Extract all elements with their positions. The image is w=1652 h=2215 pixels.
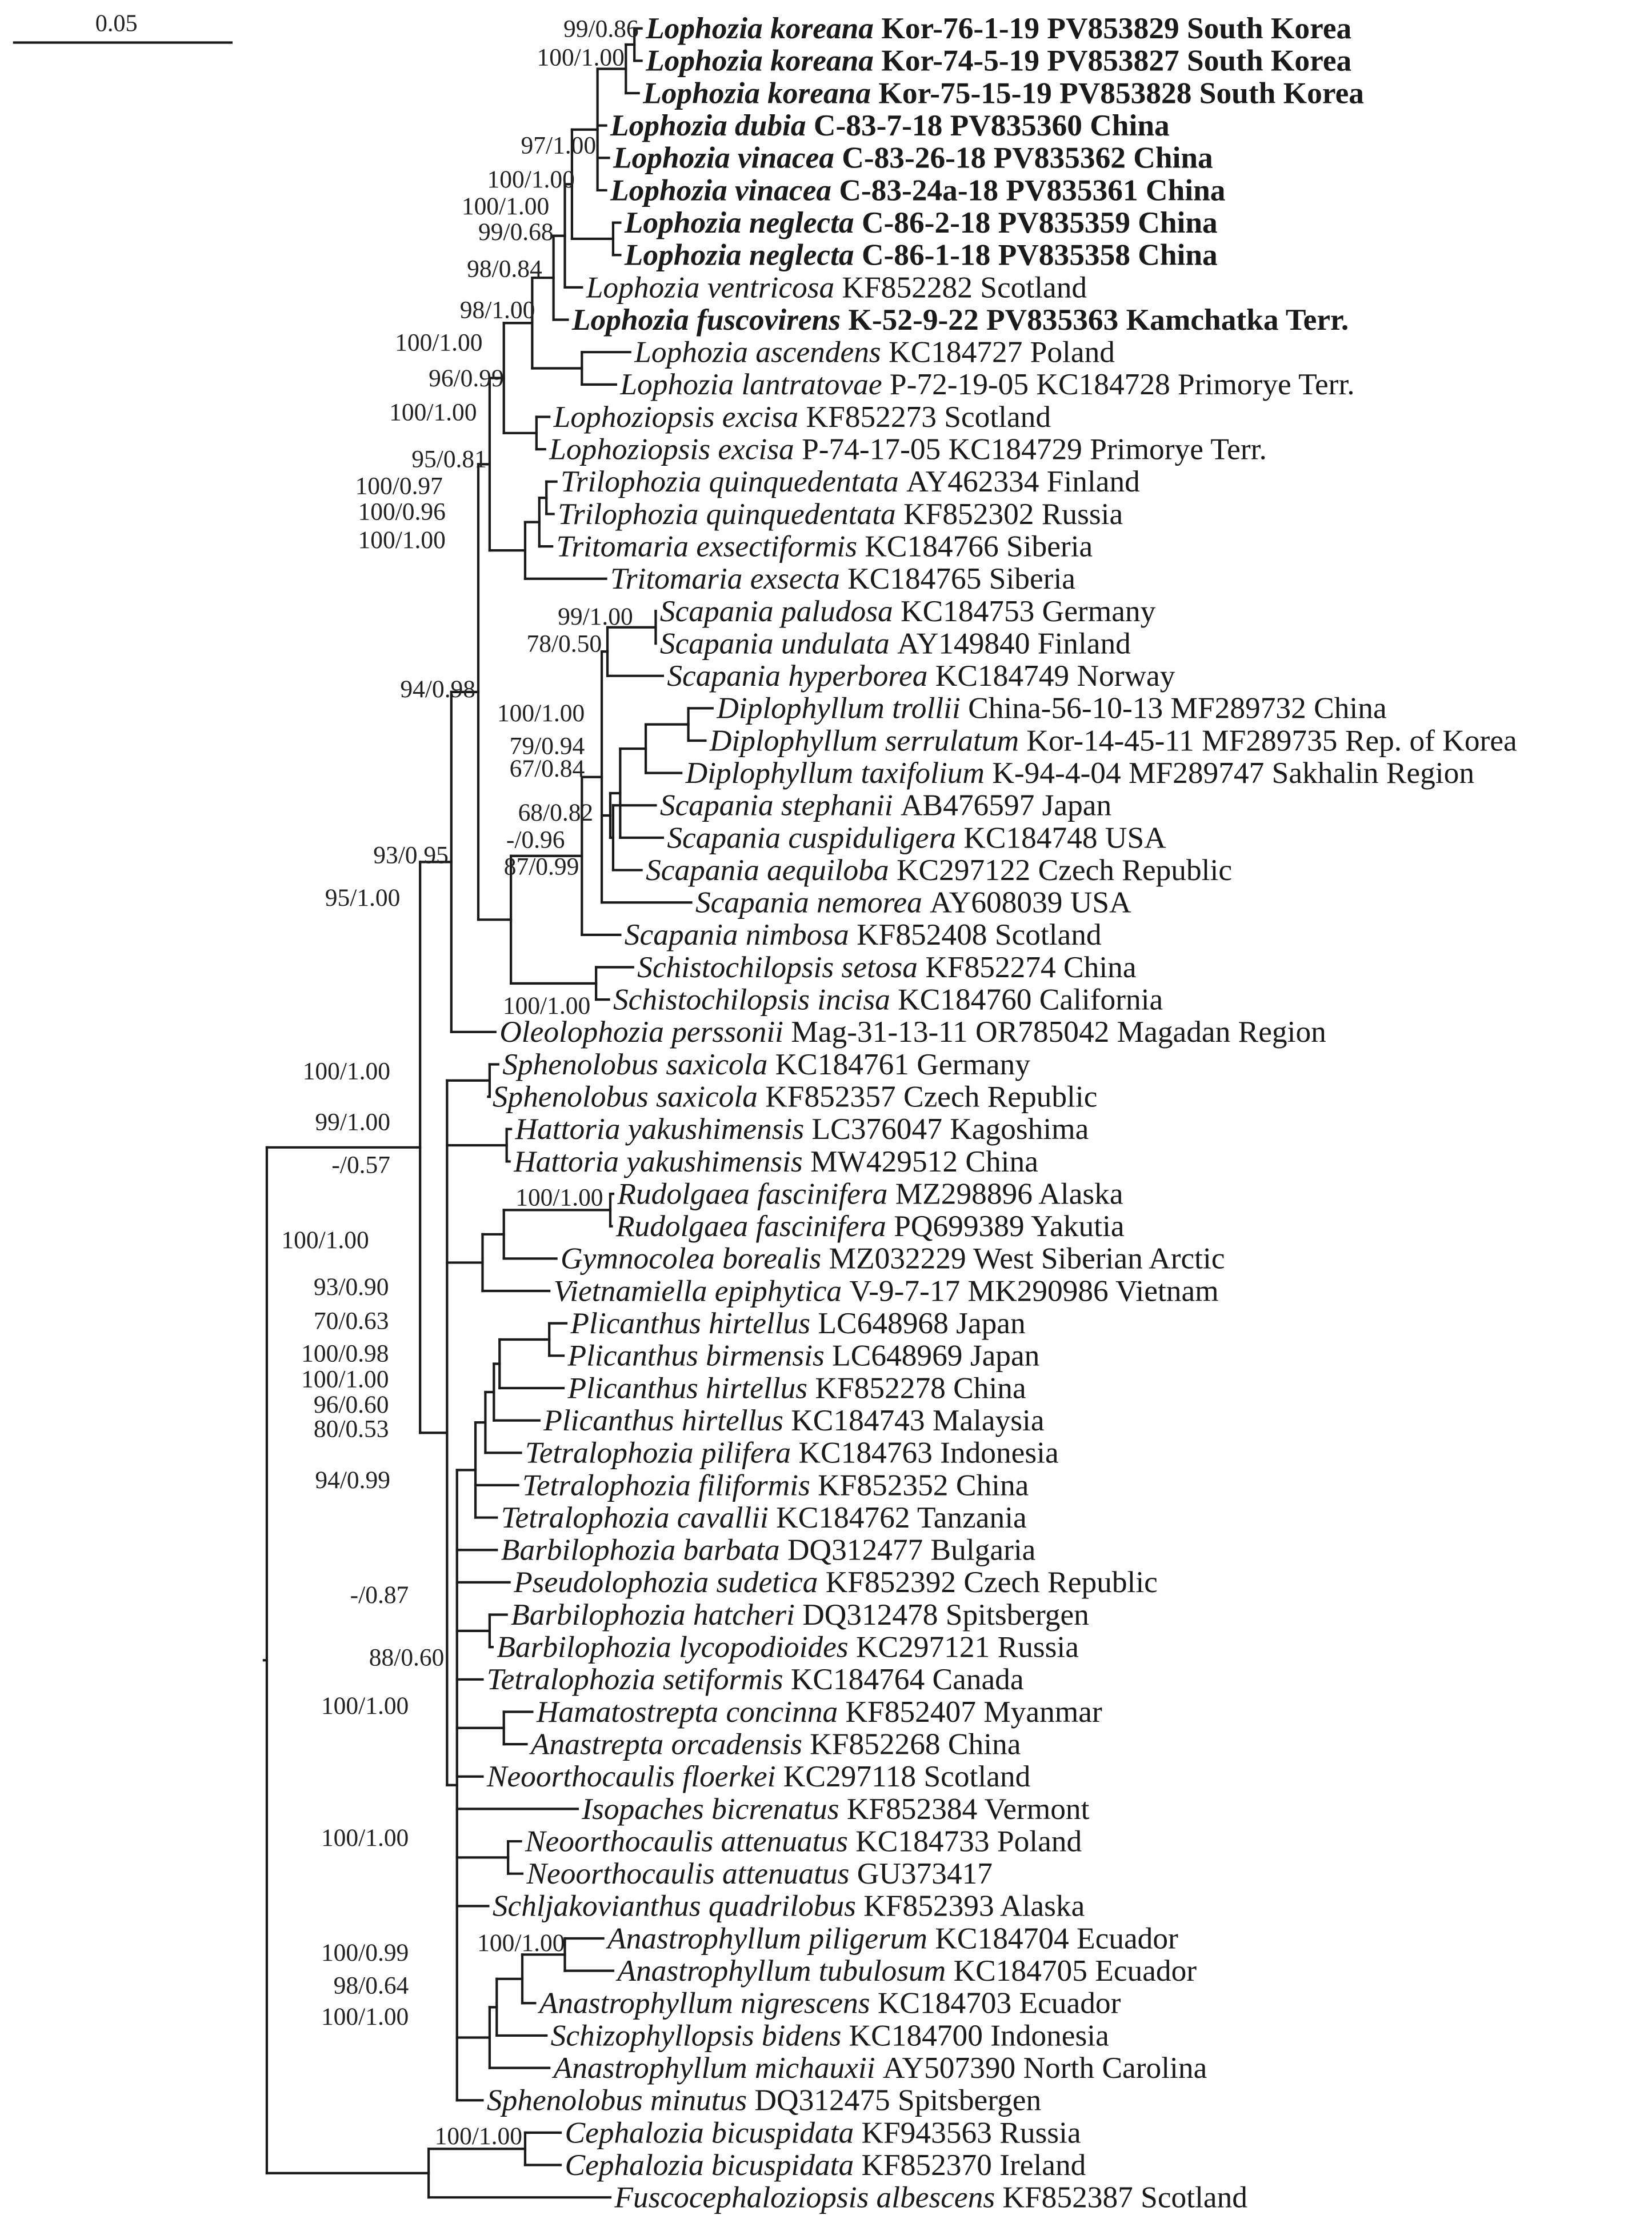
voucher-accession-locality: C-86-1-18 PV835358 China [861,237,1218,272]
species-name: Trilophozia quinquedentata [558,496,896,531]
species-name: Sphenolobus saxicola [492,1079,758,1114]
support-value: 97/1.00 [521,131,597,159]
voucher-accession-locality: K-52-9-22 PV835363 Kamchatka Terr. [848,302,1349,337]
taxon-label [645,43,1351,78]
species-name: Schistochilopsis incisa [613,982,890,1017]
species-name: Lophozia koreana [643,75,871,110]
voucher-accession-locality: Kor-74-5-19 PV853827 South Korea [881,43,1352,78]
taxon-label [645,11,1351,45]
voucher-accession-locality: K-94-4-04 MF289747 Sakhalin Region [992,755,1475,790]
voucher-accession-locality: KF852352 China [818,1468,1029,1502]
species-name: Gymnocolea borealis [561,1241,822,1276]
voucher-accession-locality: KC184700 Indonesia [849,2018,1109,2053]
taxon-label [561,464,1140,498]
taxon-label [716,691,1386,725]
species-name: Lophozia lantratovae [620,367,882,402]
support-value: 100/1.00 [321,2003,409,2031]
support-value: 100/1.00 [321,1824,409,1852]
voucher-accession-locality: KC184753 Germany [901,593,1156,628]
voucher-accession-locality: DQ312478 Spitsbergen [802,1597,1089,1632]
taxon-label [667,820,1166,854]
taxon-label [695,885,1131,919]
voucher-accession-locality: C-83-24a-18 PV835361 China [839,173,1226,207]
species-name: Anastrophyllum michauxii [553,2050,875,2085]
taxon-label [501,1500,1027,1534]
species-name: Scapania cuspiduligera [667,820,956,855]
voucher-accession-locality: LC648969 Japan [832,1338,1040,1373]
voucher-accession-locality: KC297121 Russia [855,1629,1079,1664]
species-name: Schizophyllopsis bidens [550,2018,842,2053]
taxon-label [513,1144,1038,1178]
voucher-accession-locality: KC184762 Tanzania [776,1500,1027,1534]
voucher-accession-locality: DQ312475 Spitsbergen [754,2082,1042,2117]
species-name: Hattoria yakushimensis [514,1144,803,1178]
support-value: 100/1.00 [497,699,585,727]
support-value: 100/0.97 [355,472,443,500]
voucher-accession-locality: KF852407 Myanmar [845,1694,1102,1729]
species-name: Plicanthus hirtellus [570,1306,811,1341]
taxon-label [499,1014,1326,1049]
support-value: 87/0.99 [503,853,579,881]
species-name: Tetralophozia cavallii [501,1500,769,1534]
species-name: Lophozia dubia [610,108,806,143]
taxon-label [624,205,1218,239]
species-name: Fuscocephaloziopsis albescens [614,2180,995,2214]
taxon-label [625,917,1102,951]
scale-bar-label: 0.05 [95,10,138,37]
species-name: Hamatostrepta concinna [536,1694,838,1729]
species-name: Schljakovianthus quadrilobus [492,1888,856,1923]
taxon-label [570,1306,1025,1340]
support-value: 99/1.00 [558,603,633,631]
voucher-accession-locality: KF852370 Ireland [861,2147,1086,2182]
species-name: Tetralophozia pilifera [525,1435,791,1470]
taxon-label [561,1241,1225,1276]
species-name: Diplophyllum taxifolium [685,755,985,790]
taxon-label [581,1792,1089,1826]
taxon-label [567,1370,1026,1405]
support-value: 98/1.00 [459,296,535,324]
support-value: 95/0.81 [411,445,487,473]
taxon-label [493,1889,1085,1923]
species-name: Neoorthocaulis attenuatus [526,1856,850,1891]
species-name: Anastrophyllum nigrescens [539,1985,870,2020]
species-name: Hattoria yakushimensis [515,1112,805,1146]
species-name: Neoorthocaulis floerkei [486,1759,776,1794]
taxon-label [624,238,1218,272]
taxon-label [646,853,1232,887]
voucher-accession-locality: Mag-31-13-11 OR785042 Magadan Region [791,1014,1326,1049]
support-value: 68/0.82 [518,799,594,827]
taxon-label [637,950,1136,984]
taxon-label [526,1856,993,1890]
taxon-label [557,529,1093,563]
species-name: Lophozia neglecta [624,237,854,272]
support-value: 94/0.98 [400,675,476,703]
taxon-label [549,432,1267,466]
taxon-label [552,2050,1207,2085]
support-value: -/0.57 [331,1151,391,1179]
voucher-accession-locality: MZ032229 West Siberian Arctic [829,1241,1225,1276]
taxon-label [543,1403,1044,1437]
taxon-labels [486,11,1517,2214]
support-value: -/0.96 [506,826,565,854]
taxon-label [617,1176,1123,1210]
species-name: Plicanthus birmensis [567,1338,825,1373]
voucher-accession-locality: KF852278 China [815,1370,1026,1405]
taxon-label [497,1630,1079,1664]
voucher-accession-locality: KC297122 Czech Republic [896,852,1233,887]
voucher-accession-locality: KC184748 USA [963,820,1166,855]
taxon-label [551,2018,1109,2052]
voucher-accession-locality: KC184764 Canada [790,1662,1024,1697]
species-name: Lophozia koreana [646,43,874,78]
voucher-accession-locality: KF852357 Czech Republic [765,1079,1098,1114]
species-name: Scapania aequiloba [646,852,889,887]
voucher-accession-locality: KF852384 Vermont [846,1791,1090,1826]
species-name: Scapania hyperborea [667,658,928,693]
voucher-accession-locality: KF852273 Scotland [806,399,1051,434]
voucher-accession-locality: GU373417 [857,1856,993,1891]
support-value: 100/1.00 [502,992,591,1020]
support-value: 95/1.00 [325,884,401,912]
support-value: 67/0.84 [509,755,585,783]
support-value: 100/1.00 [358,526,446,554]
species-name: Scapania paludosa [659,593,893,628]
species-name: Tetralophozia filiformis [522,1468,810,1502]
support-value: 96/0.99 [429,364,504,392]
species-name: Oleolophozia perssonii [499,1014,784,1049]
taxon-label [685,755,1474,790]
voucher-accession-locality: P-74-17-05 KC184729 Primorye Terr. [802,431,1267,466]
taxon-label [709,723,1517,757]
species-name: Tritomaria exsecta [610,561,840,596]
taxon-label [571,302,1349,337]
taxon-label [529,1726,1021,1761]
support-value: 100/1.00 [321,1692,409,1720]
taxon-label [525,1824,1082,1858]
species-name: Scapania nimbosa [624,917,849,952]
voucher-accession-locality: Kor-76-1-19 PV853829 South Korea [881,11,1352,46]
taxon-label [615,1209,1125,1243]
taxon-label [613,141,1213,175]
voucher-accession-locality: AY507390 North Carolina [882,2050,1207,2085]
species-name: Lophozia ascendens [634,334,881,369]
voucher-accession-locality: KC184733 Poland [855,1824,1082,1858]
taxon-label [493,1079,1098,1114]
species-name: Lophozia neglecta [624,205,854,239]
taxon-label [606,1921,1178,1955]
voucher-accession-locality: DQ312477 Bulgaria [787,1532,1036,1567]
taxon-label [501,1533,1036,1567]
support-value: 78/0.50 [526,630,602,658]
voucher-accession-locality: China-56-10-13 MF289732 China [968,690,1387,725]
species-name: Pseudolophozia sudetica [514,1565,818,1600]
voucher-accession-locality: KF852393 Alaska [863,1888,1085,1923]
taxon-label [511,1597,1089,1632]
taxon-label [565,2148,1086,2182]
voucher-accession-locality: PQ699389 Yakutia [894,1209,1125,1244]
species-name: Scapania undulata [659,626,890,661]
voucher-accession-locality: KF943563 Russia [861,2115,1081,2150]
taxon-label [615,1953,1197,1988]
support-value: 96/0.60 [313,1391,389,1419]
scale-bar [14,10,231,43]
species-name: Lophozia koreana [646,11,874,46]
species-name: Tetralophozia setiformis [486,1662,783,1697]
support-value: 100/0.99 [321,1939,409,1967]
species-name: Anastrepta orcadensis [530,1726,802,1761]
taxon-label [660,626,1131,660]
species-name: Lophozia fuscovirens [571,302,841,337]
taxon-label [525,1436,1059,1470]
voucher-accession-locality: MZ298896 Alaska [895,1176,1123,1211]
support-value: 99/1.00 [315,1108,391,1136]
taxon-label [486,1759,1031,1793]
species-name: Sphenolobus saxicola [502,1046,768,1081]
voucher-accession-locality: KC297118 Scotland [783,1759,1031,1794]
support-value: 94/0.99 [315,1466,391,1494]
taxon-label [554,1273,1219,1308]
taxon-label [513,1565,1158,1599]
voucher-accession-locality: KC184766 Siberia [865,529,1093,563]
support-value: 100/1.00 [395,329,483,357]
taxon-label [610,173,1225,207]
species-name: Rudolgaea fascinifera [617,1176,888,1211]
voucher-accession-locality: KF852302 Russia [903,496,1123,531]
support-value: 93/0.95 [373,841,449,869]
voucher-accession-locality: KC184749 Norway [935,658,1175,693]
voucher-accession-locality: Kor-14-45-11 MF289735 Rep. of Korea [1026,723,1517,758]
voucher-accession-locality: C-86-2-18 PV835359 China [861,205,1218,239]
species-name: Anastrophyllum tubulosum [617,1953,946,1988]
voucher-accession-locality: KC184705 Ecuador [953,1953,1197,1988]
voucher-accession-locality: P-72-19-05 KC184728 Primorye Terr. [889,367,1355,402]
support-value: 100/1.00 [487,165,575,193]
species-name: Vietnamiella epiphytica [553,1273,842,1308]
voucher-accession-locality: KF852268 China [810,1726,1021,1761]
species-name: Tritomaria exsectiformis [556,529,858,563]
support-value: 100/1.00 [281,1226,369,1254]
support-value: 100/1.00 [434,2122,522,2150]
species-name: Schistochilopsis setosa [637,949,918,984]
voucher-accession-locality: AB476597 Japan [901,787,1112,822]
support-value: 79/0.94 [509,732,585,760]
taxon-label [538,1986,1121,2020]
species-name: Lophoziopsis excisa [553,399,799,434]
voucher-accession-locality: KC184761 Germany [775,1046,1030,1081]
species-name: Barbilophozia hatcheri [511,1597,795,1632]
taxon-label [610,108,1170,142]
species-name: Rudolgaea fascinifera [615,1209,886,1244]
support-value: 98/0.64 [333,1972,409,2000]
taxon-label [660,788,1111,822]
taxon-label [634,335,1115,369]
support-value: 99/0.68 [478,218,554,246]
species-name: Cephalozia bicuspidata [565,2115,854,2150]
species-name: Cephalozia bicuspidata [565,2147,854,2182]
voucher-accession-locality: KF852387 Scotland [1002,2180,1248,2214]
support-value: -/0.87 [350,1581,409,1609]
support-value: 100/1.00 [389,398,477,426]
species-name: Lophozia vinacea [613,140,834,175]
support-value: 100/1.00 [302,1057,391,1085]
support-value: 99/0.86 [563,15,639,43]
species-name: Lophozia vinacea [610,173,831,207]
voucher-accession-locality: KF852282 Scotland [842,270,1087,305]
voucher-accession-locality: KC184763 Indonesia [798,1435,1059,1470]
species-name: Barbilophozia lycopodioides [497,1629,849,1664]
support-value: 80/0.53 [313,1415,389,1443]
voucher-accession-locality: KF852392 Czech Republic [825,1565,1158,1600]
taxon-label [586,270,1087,304]
voucher-accession-locality: V-9-7-17 MK290986 Vietnam [849,1273,1219,1308]
voucher-accession-locality: C-83-26-18 PV835362 China [842,140,1213,175]
species-name: Lophozia ventricosa [586,270,835,305]
taxon-label [502,1047,1030,1081]
taxon-label [614,2180,1247,2214]
species-name: Diplophyllum trollii [717,690,961,725]
species-name: Neoorthocaulis attenuatus [525,1824,848,1858]
taxon-label [515,1112,1089,1146]
support-value: 88/0.60 [369,1644,445,1672]
voucher-accession-locality: MW429512 China [810,1144,1038,1178]
taxon-label [522,1468,1029,1502]
species-name: Plicanthus hirtellus [567,1370,808,1405]
taxon-label [536,1694,1102,1729]
taxon-label [565,2115,1081,2149]
taxon-label [619,367,1354,401]
voucher-accession-locality: LC376047 Kagoshima [811,1112,1089,1146]
taxon-label [642,75,1364,110]
voucher-accession-locality: KC184727 Poland [889,334,1115,369]
species-name: Barbilophozia barbata [501,1532,780,1567]
taxon-label [487,1662,1024,1696]
support-value: 98/0.84 [467,255,542,283]
support-value: 100/0.96 [358,498,446,526]
voucher-accession-locality: AY149840 Finland [897,626,1131,661]
support-value: 100/0.98 [301,1340,389,1368]
voucher-accession-locality: Kor-75-15-19 PV853828 South Korea [878,75,1364,110]
taxon-label [613,982,1163,1017]
voucher-accession-locality: KF852408 Scotland [857,917,1102,952]
voucher-accession-locality: AY608039 USA [930,885,1131,919]
voucher-accession-locality: KC184760 California [898,982,1163,1017]
support-value: 100/1.00 [301,1365,389,1393]
taxon-label [610,561,1075,595]
support-value: 70/0.63 [313,1307,389,1335]
voucher-accession-locality: KC184765 Siberia [847,561,1075,596]
support-value: 100/1.00 [515,1184,603,1212]
taxon-label [553,399,1051,434]
species-name: Trilophozia quinquedentata [561,464,899,499]
voucher-accession-locality: KC184743 Malaysia [791,1402,1045,1438]
voucher-accession-locality: AY462334 Finland [906,464,1140,499]
species-name: Lophoziopsis excisa [549,431,794,466]
species-name: Diplophyllum serrulatum [709,723,1019,758]
support-value: 100/1.00 [477,1929,565,1957]
taxon-label [558,497,1123,531]
species-name: Scapania stephanii [659,787,893,822]
voucher-accession-locality: C-83-7-18 PV835360 China [813,108,1170,143]
species-name: Scapania nemorea [695,885,922,919]
taxon-label [667,658,1175,693]
species-name: Isopaches bicrenatus [582,1791,839,1826]
support-value: 93/0.90 [313,1273,389,1301]
species-name: Anastrophyllum piligerum [607,1921,928,1956]
support-value: 100/1.00 [461,193,550,221]
species-name: Sphenolobus minutus [486,2082,747,2117]
taxon-label [660,594,1156,628]
support-value: 100/1.00 [537,43,625,71]
voucher-accession-locality: KC184704 Ecuador [935,1921,1178,1956]
species-name: Plicanthus hirtellus [543,1402,783,1438]
taxon-label [487,2083,1041,2117]
taxon-label [567,1338,1039,1373]
voucher-accession-locality: KF852274 China [925,949,1137,984]
voucher-accession-locality: KC184703 Ecuador [877,1985,1121,2020]
voucher-accession-locality: LC648968 Japan [818,1306,1026,1341]
